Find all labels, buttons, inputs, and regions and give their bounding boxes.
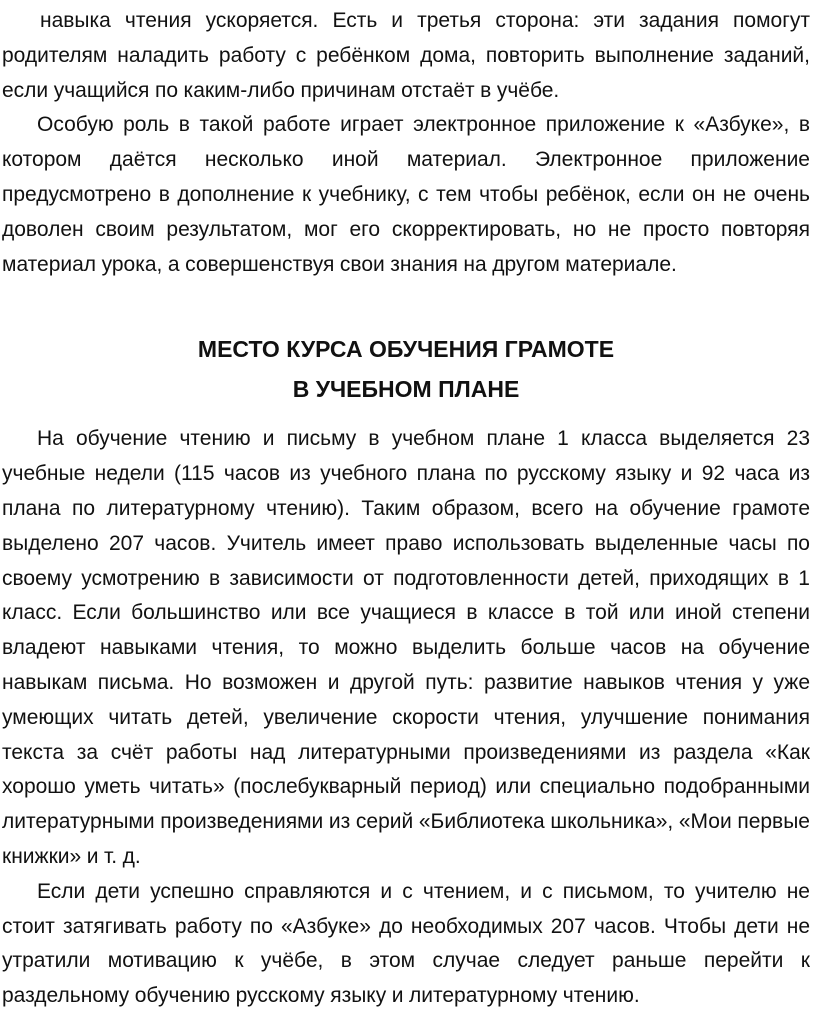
paragraph-continuation: навыка чтения ускоряется. Есть и третья сторона: эти задания помогут родителям наладить работу с ребёнком дома, повторить выполнение заданий, если учащийся по каким-либо причинам отстаёт в учёбе. [2,9,810,102]
section-heading-line-1: МЕСТО КУРСА ОБУЧЕНИЯ ГРАМОТЕ [197,336,615,363]
paragraph-study-hours: На обучение чтению и письму в учебном плане 1 класса выделяется 23 учебные недели (115 часов из учебного плана по русскому языку и 92 часа из плана по литературному чтению). Таким образом, всего на обучение грамоте выделено 207 часов. Учитель имеет право использовать выделенные часы по своему усмотрению в зависимости от подготовленности детей, приходящих в 1 класс. Если большинство или все учащиеся в классе в той или иной степени владеют навыками чтения, то можно выделить больше часов на обучение навыкам письма. Но возможен и другой путь: развитие навыков чтения у уже умеющих читать детей, увеличение скорости чтения, улучшение понимания текста за счёт работы над литературными произведениями из раздела «Как хорошо уметь читать» (послебукварный период) или специально подобранными литературными произведениями из серий «Библиотека школьника», «Мои первые книжки» и т. д. [2,427,810,868]
paragraph-motivation: Если дети успешно справляются и с чтением, и с письмом, то учителю не стоит затягивать работу по «Азбуке» до необходимых 207 часов. Чтобы дети не утратили мотивацию к учёбе, в этом случае следует раньше перейти к раздельному обучению русскому языку и литературному чтению. [2,879,810,1008]
section-heading [2,329,810,409]
paragraph-electronic-supplement: Особую роль в такой работе играет электронное приложение к «Азбуке», в котором даётся несколько иной материал. Электронное приложение предусмотрено в дополнение к учебнику, с тем чтобы ребёнок, если он не очень доволен своим результатом, мог его скорректировать, но не просто повторяя материал урока, а совершенствуя свои знания на другом материале. [2,113,810,276]
section-heading-line-2: В УЧЕБНОМ ПЛАНЕ [292,376,520,403]
